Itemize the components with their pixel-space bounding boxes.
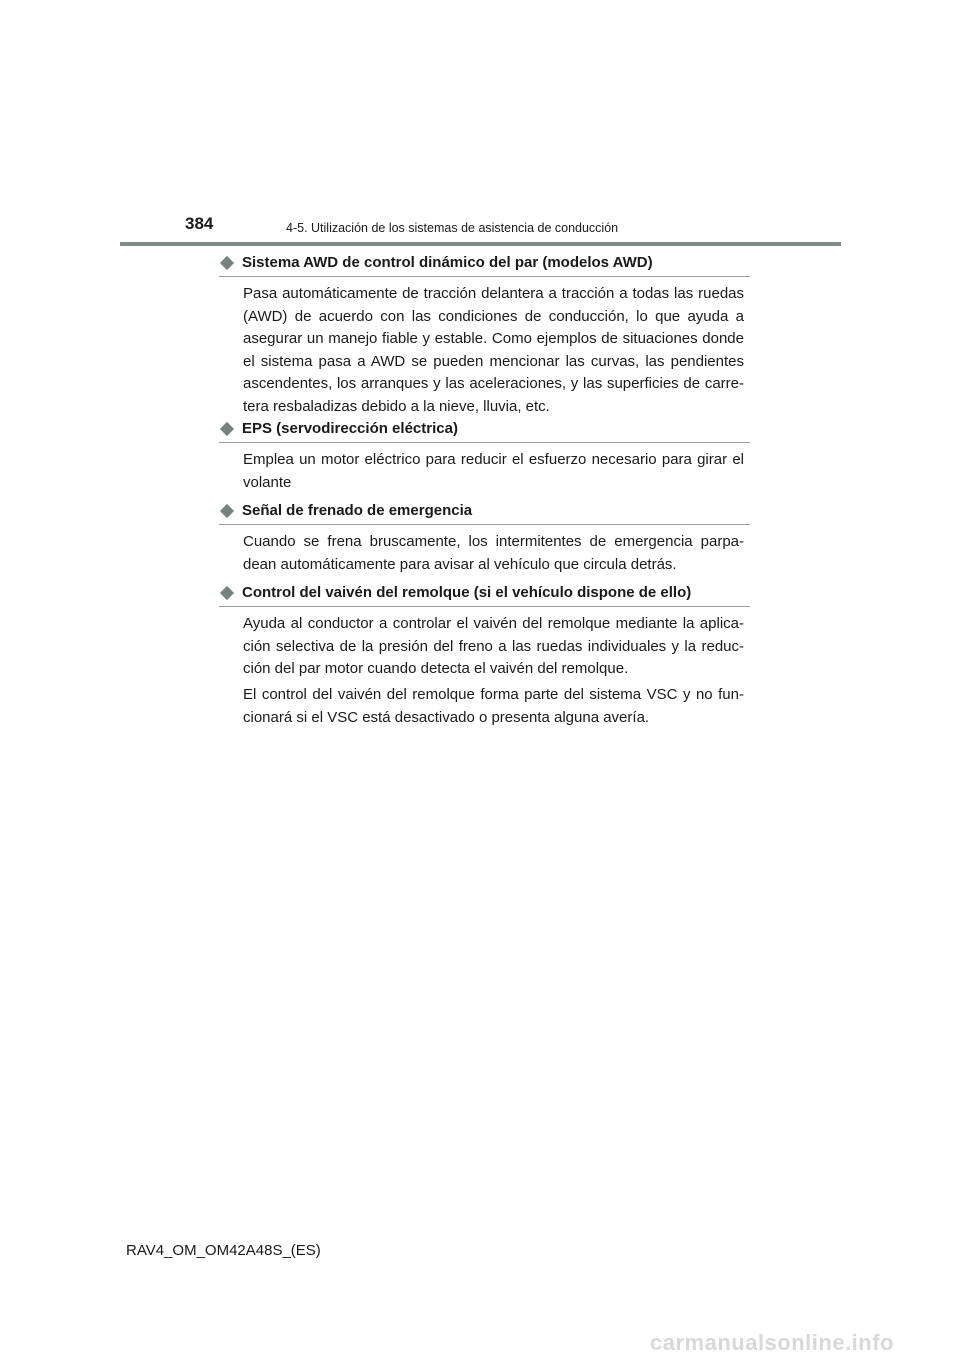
watermark: carmanualsonline.info xyxy=(650,1330,894,1355)
section-heading-awd xyxy=(219,254,750,277)
diamond-bullet-icon xyxy=(220,256,234,270)
section-body-eps: Emplea un motor eléctrico para reducir el esfuerzo necesario para girar el volante xyxy=(243,451,744,491)
document-code: RAV4_OM_OM42A48S_(ES) xyxy=(126,1242,321,1259)
section-body-emergency-brake-signal: Cuando se frena bruscamente, los intermitentes de emergencia parpa-dean automáticamente para avisar al vehículo que circula detrás. xyxy=(243,533,744,573)
header-divider xyxy=(120,242,841,246)
section-body-awd: Pasa automáticamente de tracción delantera a tracción a todas las ruedas (AWD) de acuerdo con las condiciones de conducción, lo que ayuda a asegurar un manejo fiable y estable. Como ejemplos de situaciones donde el sistema pasa a AWD se pueden mencionar las curvas, las pendientes ascendentes, los arranques y las aceleraciones, y las superficies de carre-tera resbaladizas debido a la nieve, lluvia, etc. xyxy=(243,285,744,415)
section-heading-eps xyxy=(219,420,750,443)
chapter-section-title: 4-5. Utilización de los sistemas de asistencia de conducción xyxy=(286,221,619,235)
diamond-bullet-icon xyxy=(220,586,234,600)
section-title-trailer-sway: Control del vaivén del remolque (si el vehículo dispone de ello) xyxy=(242,584,692,601)
section-heading-trailer-sway xyxy=(219,584,750,607)
section-body-trailer-sway: Ayuda al conductor a controlar el vaivén del remolque mediante la aplica-ción selectiva de la presión del freno a las ruedas individuales y la reduc-ción del par motor cuando detecta el vaivén del remolque. xyxy=(243,615,744,677)
diamond-bullet-icon xyxy=(220,504,234,518)
section-title-awd: Sistema AWD de control dinámico del par (modelos AWD) xyxy=(242,254,653,271)
page-number: 384 xyxy=(185,214,214,233)
section-body-trailer-sway-note: El control del vaivén del remolque forma parte del sistema VSC y no fun-cionará si el VSC está desactivado o presenta alguna avería. xyxy=(243,686,744,726)
section-title-emergency-brake-signal: Señal de frenado de emergencia xyxy=(242,502,473,519)
section-heading-emergency-brake-signal xyxy=(219,502,750,525)
page-header xyxy=(0,0,960,250)
diamond-bullet-icon xyxy=(220,422,234,436)
section-title-eps: EPS (servodirección eléctrica) xyxy=(242,420,458,437)
